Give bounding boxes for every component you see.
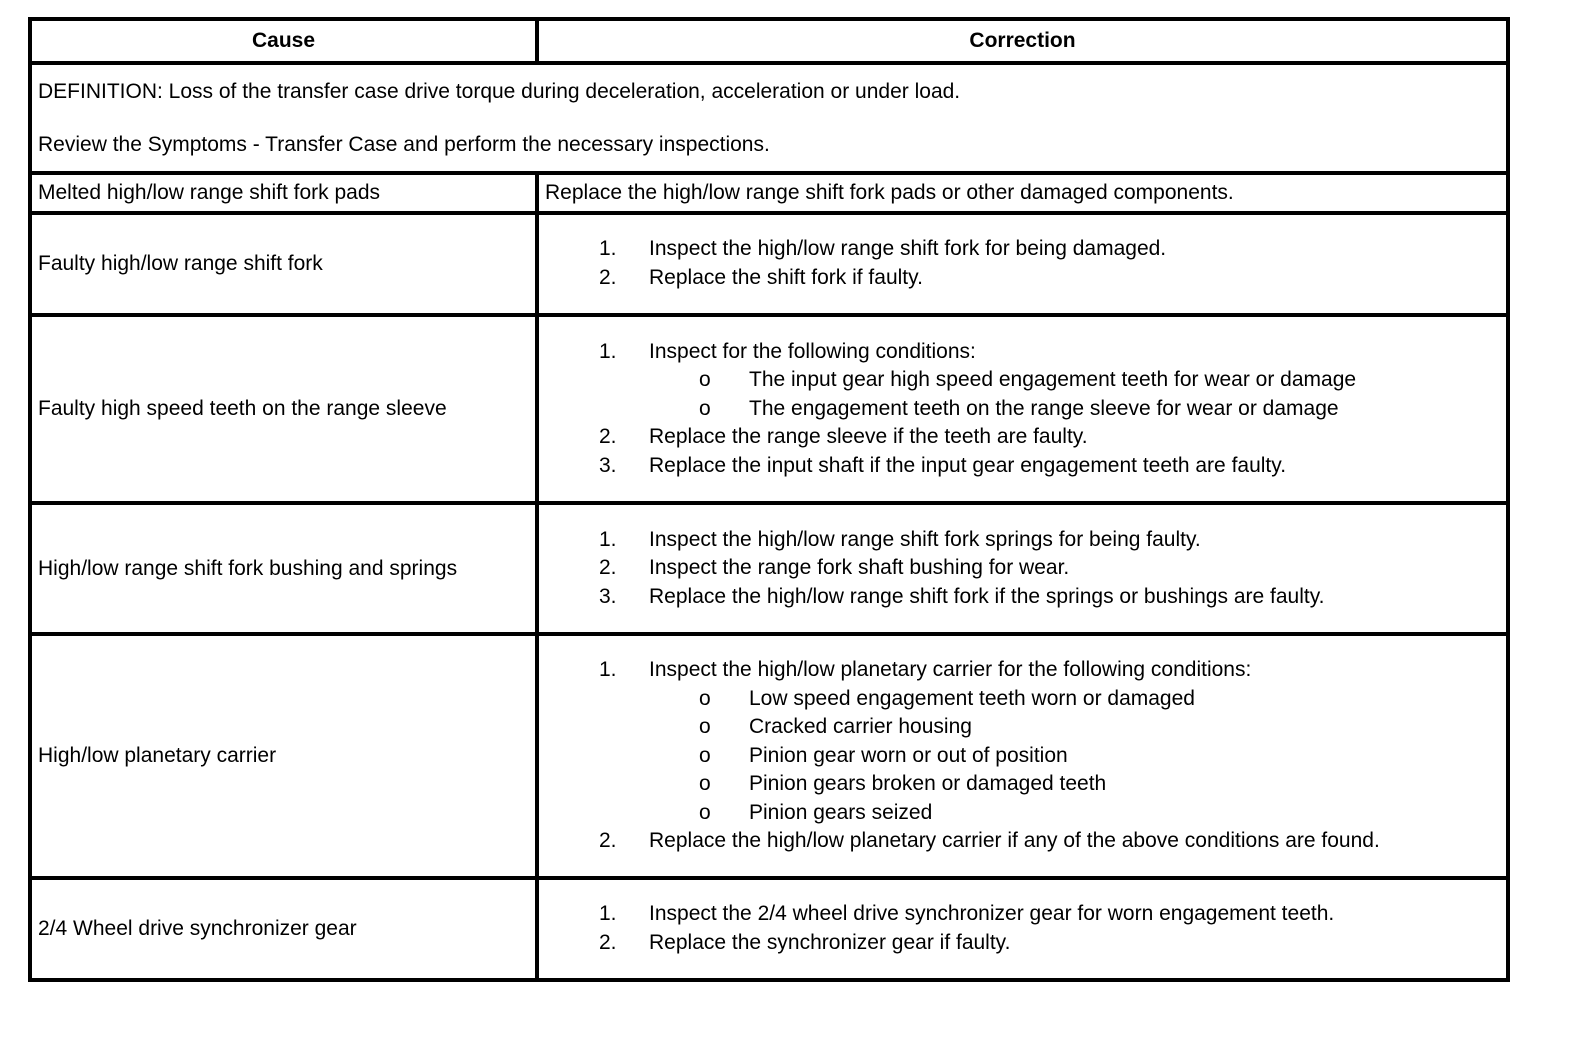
step-number: 2. [599, 931, 617, 954]
step-list [545, 338, 1500, 481]
step [545, 338, 1500, 424]
sub-item [649, 742, 1500, 771]
step-text: Replace the input shaft if the input gear engagement teeth are faulty. [649, 453, 1287, 477]
sub-item-text: The engagement teeth on the range sleeve for wear or damage [749, 396, 1339, 420]
step-number: 2. [599, 829, 617, 853]
step-number: 1. [599, 339, 617, 363]
bullet-icon: o [699, 743, 711, 767]
cause-cell: High/low range shift fork bushing and springs [30, 503, 537, 634]
step [545, 264, 1500, 293]
header-correction: Correction [537, 19, 1508, 63]
step-number: 3. [599, 584, 617, 608]
step-text: Replace the high/low planetary carrier if any of the above conditions are found. [649, 829, 1380, 853]
table-row [30, 878, 1508, 980]
sub-item-text: The input gear high speed engagement teeth for wear or damage [749, 368, 1357, 392]
sub-item [649, 395, 1500, 424]
sub-item [649, 685, 1500, 714]
correction-cell [537, 213, 1508, 315]
correction-cell [537, 878, 1508, 980]
step-text: Inspect the high/low range shift fork springs for being faulty. [649, 527, 1201, 551]
table-row [30, 173, 1508, 213]
cause-cell: 2/4 Wheel drive synchronizer gear [30, 878, 537, 980]
cause-cell: High/low planetary carrier [30, 634, 537, 878]
step-text: Replace the range sleeve if the teeth are faulty. [649, 425, 1088, 449]
step [545, 929, 1500, 958]
table-row [30, 213, 1508, 315]
sub-list [649, 366, 1500, 423]
sub-list [649, 685, 1500, 828]
sub-item [649, 366, 1500, 395]
step-text: Replace the high/low range shift fork if the springs or bushings are faulty. [649, 584, 1325, 608]
sub-item-text: Low speed engagement teeth worn or damaged [749, 686, 1195, 710]
step [545, 452, 1500, 481]
step-number: 1. [599, 237, 617, 261]
sub-item [649, 770, 1500, 799]
bullet-icon: o [699, 368, 711, 392]
cause-cell: Melted high/low range shift fork pads [30, 173, 537, 213]
definition-row [30, 63, 1508, 173]
table-row [30, 315, 1508, 503]
step [545, 423, 1500, 452]
step-list [545, 235, 1500, 292]
table-row [30, 503, 1508, 634]
step-number: 1. [599, 657, 617, 681]
bullet-icon: o [699, 772, 711, 796]
bullet-icon: o [699, 800, 711, 824]
step-text: Inspect for the following conditions: [649, 339, 976, 363]
sub-item [649, 713, 1500, 742]
correction-cell [537, 634, 1508, 878]
correction-cell [537, 315, 1508, 503]
step-number: 1. [599, 527, 617, 551]
correction-cell [537, 503, 1508, 634]
step-number: 2. [599, 266, 617, 289]
correction-cell: Replace the high/low range shift fork pads or other damaged components. [537, 173, 1508, 213]
step-text: Replace the shift fork if faulty. [649, 266, 923, 289]
sub-item-text: Cracked carrier housing [749, 715, 972, 739]
step [545, 900, 1500, 929]
header-cause: Cause [30, 19, 537, 63]
step [545, 827, 1500, 856]
sub-item [649, 799, 1500, 828]
diagnostic-table [28, 17, 1510, 982]
cause-cell: Faulty high/low range shift fork [30, 213, 537, 315]
review-text: Review the Symptoms - Transfer Case and perform the necessary inspections. [38, 133, 770, 156]
sub-item-text: Pinion gears seized [749, 800, 933, 824]
bullet-icon: o [699, 715, 711, 739]
cause-cell: Faulty high speed teeth on the range sleeve [30, 315, 537, 503]
definition-text: DEFINITION: Loss of the transfer case drive torque during deceleration, acceleration or under load. [38, 79, 961, 103]
header-row [30, 19, 1508, 63]
step-list [545, 900, 1500, 957]
step-text: Inspect the 2/4 wheel drive synchronizer gear for worn engagement teeth. [649, 902, 1335, 926]
step-list [545, 526, 1500, 612]
step [545, 554, 1500, 583]
step-number: 3. [599, 453, 617, 477]
step [545, 526, 1500, 555]
step-text: Replace the synchronizer gear if faulty. [649, 931, 1011, 954]
sub-item-text: Pinion gear worn or out of position [749, 743, 1068, 767]
step-text: Inspect the high/low planetary carrier for the following conditions: [649, 657, 1252, 681]
step [545, 583, 1500, 612]
definition-cell [30, 63, 1508, 173]
step [545, 235, 1500, 264]
step-text: Inspect the range fork shaft bushing for wear. [649, 556, 1070, 580]
bullet-icon: o [699, 396, 711, 420]
step-number: 2. [599, 556, 617, 580]
step-text: Inspect the high/low range shift fork for being damaged. [649, 237, 1167, 261]
bullet-icon: o [699, 686, 711, 710]
step-number: 2. [599, 425, 617, 449]
step-number: 1. [599, 902, 617, 926]
step-list [545, 656, 1500, 856]
sub-item-text: Pinion gears broken or damaged teeth [749, 772, 1107, 796]
step [545, 656, 1500, 828]
table-row [30, 634, 1508, 878]
